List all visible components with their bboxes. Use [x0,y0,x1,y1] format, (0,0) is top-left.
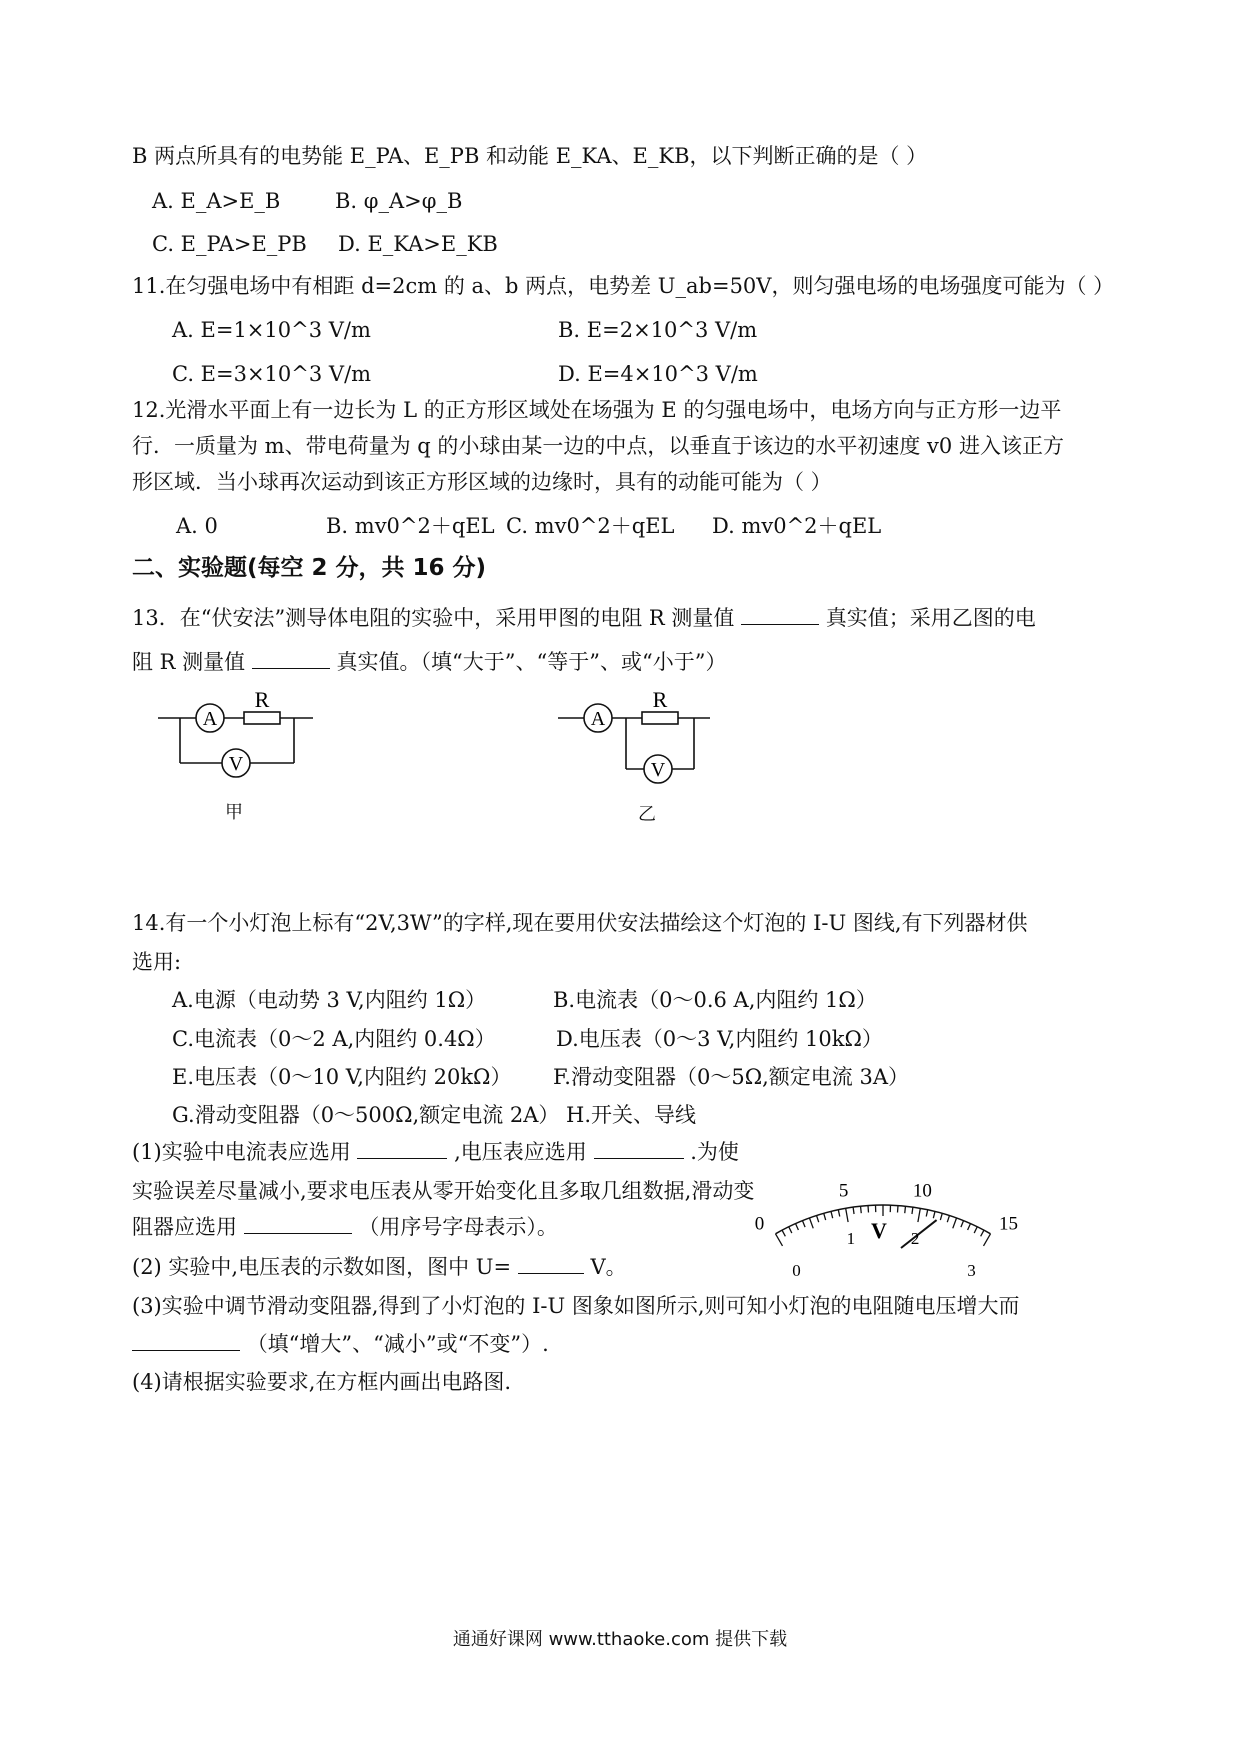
meter-outer-label-0: 0 [754,1213,765,1235]
q14-option-e: E.电压表（0～10 V,内阻约 20kΩ） [172,1065,512,1089]
q11-option-a: A. E=1×10^3 V/m [172,318,371,342]
q14-option-h: H.开关、导线 [566,1103,696,1127]
meter-tick [981,1230,984,1236]
q14-blank-ammeter[interactable] [357,1138,447,1159]
q14-p1-text-b: ,电压表应选用 [454,1140,587,1164]
meter-tick [824,1213,826,1220]
q12-option-c: C. mv0^2＋qEL [506,514,675,538]
q13-blank-2[interactable] [252,648,330,669]
meter-tick [984,1234,991,1246]
q12-line2: 行．一质量为 m、带电荷量为 q 的小球由某一边的中点，以垂直于该边的水平初速度 v0 进入该正方 [132,434,1064,458]
meter-outer-label-5: 5 [838,1180,849,1202]
meter-unit: V [871,1218,887,1243]
q14-p1-text-d: 阻器应选用 [132,1215,237,1239]
q13-line2-text-a: 阻 R 测量值 [132,650,246,674]
circuit-jia [158,687,358,780]
meter-inner-label-0: 0 [792,1260,801,1280]
q13-blank-1[interactable] [741,604,819,625]
q11-option-c: C. E=3×10^3 V/m [172,362,372,386]
q13-line2 [132,648,726,676]
meter-tick [926,1210,927,1217]
yi-voltmeter-label: V [650,759,666,781]
q14-blank-voltmeter[interactable] [594,1138,684,1159]
caption-yi: 乙 [638,804,656,825]
q12-option-b: B. mv0^2＋qEL [326,514,495,538]
q14-p1-line3 [132,1213,558,1241]
q13-line1-text-b: 真实值；采用乙图的电 [825,606,1036,630]
caption-jia: 甲 [225,802,243,823]
q13-line2-text-b: 真实值。（填“大于”、“等于”、或“小于”） [336,650,727,674]
meter-tick [831,1211,833,1218]
q14-line1: 14.有一个小灯泡上标有“2V,3W”的字样,现在要用伏安法描绘这个灯泡的 I-U 图线,有下列器材供 [132,911,1028,935]
q14-p1-line1 [132,1138,739,1166]
meter-inner-label-2: 2 [910,1228,920,1248]
q14-p1-text-c: .为使 [690,1140,739,1164]
q14-option-a: A.电源（电动势 3 V,内阻约 1Ω） [172,988,487,1012]
q12-option-d: D. mv0^2＋qEL [712,514,882,538]
meter-tick [905,1206,906,1213]
voltmeter-dial [754,1130,1035,1280]
meter-tick [861,1206,862,1213]
q14-blank-voltage[interactable] [518,1253,584,1274]
meter-tick [947,1216,949,1223]
q12-option-a: A. 0 [176,514,218,538]
meter-outer-label-15: 15 [999,1213,1018,1235]
q14-p2-text-b: V。 [590,1255,627,1279]
meter-inner-label-1: 1 [846,1228,856,1248]
q11-option-b: B. E=2×10^3 V/m [558,318,758,342]
q11-option-d: D. E=4×10^3 V/m [558,362,758,386]
q14-option-d: D.电压表（0～3 V,内阻约 10kΩ） [556,1027,883,1051]
q14-line2: 选用: [132,950,182,974]
q10-stem: B 两点所具有的电势能 E_PA、E_PB 和动能 E_KA、E_KB，以下判断正确的是（ ） [132,144,928,168]
q11-stem: 11.在匀强电场中有相距 d=2cm 的 a、b 两点，电势差 U_ab=50V，则匀强电场的电场强度可能为（ ） [132,274,1115,298]
yi-ammeter-label: A [590,708,606,730]
yi-resistor-label: R [652,687,668,712]
meter-tick [933,1211,935,1218]
meter-tick [968,1224,971,1230]
circuit-yi [558,687,758,790]
q14-p1-line2: 实验误差尽量减小,要求电压表从零开始变化且多取几组数据,滑动变 [132,1179,755,1203]
jia-ammeter-label: A [202,708,218,730]
meter-tick [940,1213,942,1220]
meter-tick [789,1227,792,1233]
page-footer: 通通好课网 www.tthaoke.com 提供下载 [452,1629,788,1650]
q14-p3-text-b: （填“增大”、“减小”或“不变”）. [246,1332,549,1356]
jia-voltmeter-label: V [228,753,244,775]
meter-tick [802,1221,805,1227]
q14-option-b: B.电流表（0～0.6 A,内阻约 1Ω） [553,988,877,1012]
q14-option-g: G.滑动变阻器（0～500Ω,额定电流 2A） [172,1103,560,1127]
section-title: 二、实验题(每空 2 分，共 16 分) [132,555,487,581]
meter-outer-label-10: 10 [912,1180,932,1202]
jia-resistor-label: R [254,687,270,712]
q14-option-f: F.滑动变阻器（0～5Ω,额定电流 3A） [553,1065,909,1089]
meter-tick [782,1230,785,1236]
q14-p3-line2 [132,1330,549,1358]
meter-tick [838,1210,839,1217]
q14-blank-resistance-trend[interactable] [132,1330,240,1351]
meter-tick [961,1221,964,1227]
q12-line1: 12.光滑水平面上有一边长为 L 的正方形区域处在场强为 E 的匀强电场中，电场方向与正方形一边平 [132,398,1062,422]
q14-p1-text-e: （用序号字母表示）。 [358,1215,558,1239]
q14-p2-text-a: (2) 实验中,电压表的示数如图，图中 U= [132,1255,512,1279]
meter-tick [853,1207,854,1214]
meter-tick [912,1207,913,1214]
meter-tick [974,1227,977,1233]
meter-tick [809,1218,813,1228]
q10-option-d: D. E_KA>E_KB [338,232,498,256]
meter-tick [953,1218,957,1228]
q14-option-c: C.电流表（0～2 A,内阻约 0.4Ω） [172,1027,496,1051]
q10-option-a: A. E_A>E_B [152,189,281,213]
q12-line3: 形区域．当小球再次运动到该正方形区域的边缘时，具有的动能可能为（ ） [132,470,832,494]
meter-inner-label-3: 3 [967,1260,976,1280]
q13-line1 [132,604,1036,632]
meter-tick [846,1208,848,1222]
q14-p2 [132,1253,627,1281]
q14-p1-text-a: (1)实验中电流表应选用 [132,1140,351,1164]
q14-p3-line1: (3)实验中调节滑动变阻器,得到了小灯泡的 I-U 图象如图所示,则可知小灯泡的电阻随电压增大而 [132,1294,1020,1318]
meter-tick [796,1224,799,1230]
meter-tick [817,1216,819,1223]
q10-option-b: B. φ_A>φ_B [335,189,463,213]
meter-tick [776,1234,783,1246]
q14-p4: (4)请根据实验要求,在方框内画出电路图. [132,1370,512,1394]
q13-line1-text-a: 13．在“伏安法”测导体电阻的实验中，采用甲图的电阻 R 测量值 [132,606,735,630]
q14-blank-rheostat[interactable] [244,1213,352,1234]
meter-tick [918,1208,920,1222]
q10-option-c: C. E_PA>E_PB [152,232,307,256]
